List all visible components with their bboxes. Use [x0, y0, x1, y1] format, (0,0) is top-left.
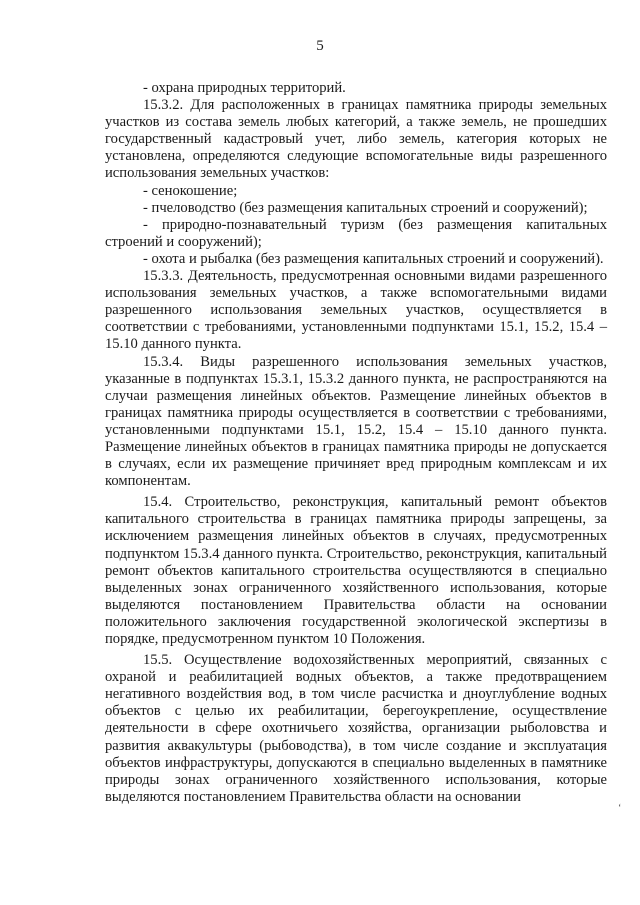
paragraph-bullet-beekeeping: - пчеловодство (без размещения капитальных строений и сооружений);	[143, 199, 588, 216]
paragraph-15-4: 15.4. Строительство, реконструкция, капитальный ремонт объектов капитального строительства в границах памятника природы запрещены, за исключением размещения линейных объектов в случаях, предусмотренных подпунктом 15.3.4 данного пункта. Строительство, реконструкция, капитальный ремонт объектов капитального строительства осуществляются в специально выделенных зонах ограниченного хозяйственного использования, которые выделяются постановлением Правительства области на основании положительного заключения государственной экологической экспертизы в порядке, предусмотренном пунктом 10 Положения.	[105, 494, 607, 647]
paragraph-bullet-haymaking: - сенокошение;	[143, 182, 238, 199]
paragraph-bullet-hunting: - охота и рыбалка (без размещения капитальных строений и сооружений).	[143, 250, 604, 267]
paragraph-15-3-3: 15.3.3. Деятельность, предусмотренная основными видами разрешенного использования земельных участков, а также вспомогательными видами разрешенного использования земельных участков, осуществляется в соответствии с требованиями, установленными подпунктами 15.1, 15.2, 15.4 – 15.10 данного пункта.	[105, 268, 607, 353]
paragraph-15-5: 15.5. Осуществление водохозяйственных мероприятий, связанных с охраной и реабилитацией водных объектов, а также предотвращением негативного воздействия вод, в том числе расчистка и дноуглубление водных объектов с целью их реабилитации, берегоукрепление, осуществление деятельности в сфере охотничьего хозяйства, организации рыболовства и развития аквакультуры (рыбоводства), в том числе создание и эксплуатация объектов инфраструктуры, допускаются в специально выделенных в памятнике природы зонах ограниченного хозяйственного использования, которые выделяются постановлением Правительства области на основании	[105, 652, 607, 805]
paragraph-15-3-4: 15.3.4. Виды разрешенного использования земельных участков, указанные в подпунктах 15.3.1, 15.3.2 данного пункта, не распространяются на случаи размещения линейных объектов. Размещение линейных объектов в границах памятника природы осуществляется в соответствии с требованиями, установленными подпунктами 15.1, 15.2, 15.4 – 15.10 данного пункта. Размещение линейных объектов в границах памятника природы не допускается в случаях, если их размещение причиняет вред природным комплексам и их компонентам.	[105, 353, 607, 490]
margin-mark: ‘	[618, 803, 622, 814]
document-body	[105, 80, 607, 806]
paragraph-bullet-tourism: - природно-познавательный туризм (без размещения капитальных строений и сооружений);	[105, 216, 607, 250]
paragraph-bullet-protection: - охрана природных территорий.	[143, 80, 346, 96]
page-number: 5	[316, 38, 324, 54]
paragraph-15-3-2: 15.3.2. Для расположенных в границах памятника природы земельных участков из состава земель любых категорий, а также земель, не прошедших государственный кадастровый учет, либо земель, категория которых не установлена, определяются следующие вспомогательные виды разрешенного использования земельных участков:	[105, 97, 607, 182]
